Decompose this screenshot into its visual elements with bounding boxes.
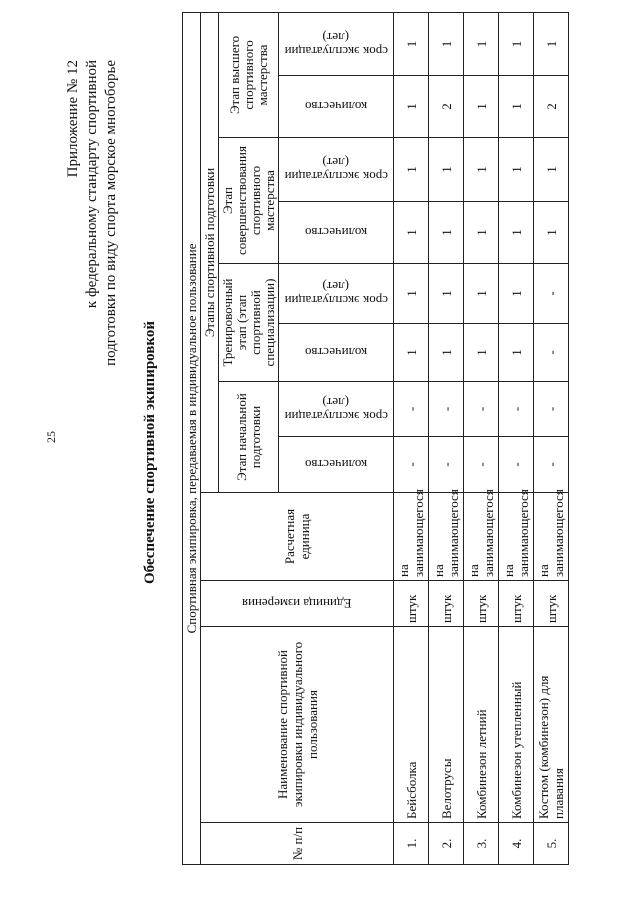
row-value-cell: 1 (429, 138, 464, 202)
sub-qty-label: количество (304, 457, 368, 473)
row-value-cell: 1 (464, 76, 499, 138)
row-value-cell: - (429, 382, 464, 437)
row-value-cell: 1 (464, 12, 499, 75)
appendix-line-2: к федеральному стандарту спортивной (84, 60, 100, 309)
row-name-cell: Бейсболка (394, 627, 429, 823)
stage-header-1: Этап начальной подготовки (219, 382, 279, 493)
sub-term-3 (279, 138, 394, 202)
row-num-cell: 4. (499, 823, 534, 865)
row-value-cell: 1 (499, 264, 534, 324)
row-value-cell: 1 (394, 138, 429, 202)
row-value-cell: 1 (534, 202, 569, 264)
row-value-cell: - (464, 382, 499, 437)
col-unit-label: Единица измерения (242, 596, 352, 612)
row-value-cell: 1 (464, 324, 499, 382)
row-unit-cell: штук (534, 581, 569, 627)
sub-term-label: срок эксплуатации (лет) (284, 29, 388, 59)
row-value-cell: 1 (534, 12, 569, 75)
row-unit-cell: штук (464, 581, 499, 627)
row-value-cell: - (499, 437, 534, 493)
row-calc-cell: на занимающегося (394, 493, 429, 581)
row-value-cell: - (534, 382, 569, 437)
row-unit-cell: штук (499, 581, 534, 627)
table-row (534, 12, 569, 864)
row-name-cell: Комбинезон летний (464, 627, 499, 823)
row-value-cell: 1 (429, 202, 464, 264)
sub-qty-label: количество (304, 99, 368, 115)
page-number: 25 (44, 431, 58, 443)
sub-qty-2 (279, 324, 394, 382)
stages-header: Этапы спортивной подготовки (201, 12, 219, 492)
row-name-cell: Велотрусы (429, 627, 464, 823)
stage-header-4: Этап высшего спортивного мастерства (219, 12, 279, 137)
table-row (429, 12, 464, 864)
row-value-cell: 1 (394, 264, 429, 324)
col-num-header: № п/п (201, 823, 394, 865)
row-num-cell: 5. (534, 823, 569, 865)
row-value-cell: - (534, 264, 569, 324)
row-calc-cell: на занимающегося (464, 493, 499, 581)
row-value-cell: 1 (394, 202, 429, 264)
row-value-cell: - (464, 437, 499, 493)
row-value-cell: - (394, 382, 429, 437)
row-value-cell: 1 (499, 76, 534, 138)
stage-header-2: Тренировочный этап (этап спортивной специализации) (219, 264, 279, 382)
row-value-cell: - (429, 437, 464, 493)
row-num-cell: 1. (394, 823, 429, 865)
row-name-cell: Костюм (комбинезон) для плавания (534, 627, 569, 823)
sub-qty-label: количество (304, 345, 368, 361)
sub-term-label: срок эксплуатации (лет) (284, 395, 388, 424)
row-num-cell: 3. (464, 823, 499, 865)
row-value-cell: 1 (499, 202, 534, 264)
row-value-cell: 1 (429, 264, 464, 324)
row-value-cell: 1 (464, 264, 499, 324)
sub-qty-label: количество (304, 225, 368, 241)
document-title: Обеспечение спортивной экипировкой (142, 321, 158, 585)
row-value-cell: 1 (464, 202, 499, 264)
col-unit-header (201, 581, 394, 627)
sub-term-4 (279, 12, 394, 75)
row-calc-cell: на занимающегося (499, 493, 534, 581)
row-value-cell: 2 (429, 76, 464, 138)
table-body (394, 12, 569, 864)
appendix-line-3: подготовки по виду спорта морское многоборье (103, 60, 119, 366)
col-calc-header: Расчетная единица (201, 493, 394, 581)
appendix-line-1: Приложение № 12 (65, 60, 81, 178)
sub-term-label: срок эксплуатации (лет) (284, 279, 388, 309)
sub-qty-4 (279, 76, 394, 138)
row-value-cell: 1 (429, 324, 464, 382)
row-calc-cell: на занимающегося (429, 493, 464, 581)
sub-term-1 (279, 382, 394, 437)
row-value-cell: - (394, 437, 429, 493)
row-value-cell: - (534, 437, 569, 493)
table-row (394, 12, 429, 864)
row-num-cell: 2. (429, 823, 464, 865)
stage-header-3: Этап совершенствования спортивного мастерства (219, 138, 279, 264)
sub-term-2 (279, 264, 394, 324)
equipment-table (182, 12, 569, 865)
sub-term-label: срок эксплуатации (лет) (284, 155, 388, 185)
col-name-header: Наименование спортивной экипировки индивидуального пользования (201, 627, 394, 823)
row-value-cell: 1 (394, 324, 429, 382)
row-calc-cell: на занимающегося (534, 493, 569, 581)
table-row (464, 12, 499, 864)
appendix-header (64, 60, 121, 480)
row-value-cell: 2 (534, 76, 569, 138)
row-value-cell: 1 (464, 138, 499, 202)
row-value-cell: 1 (534, 138, 569, 202)
table-row (499, 12, 534, 864)
row-unit-cell: штук (394, 581, 429, 627)
group-header: Спортивная экипировка, передаваемая в индивидуальное пользование (183, 12, 201, 864)
row-value-cell: 1 (394, 12, 429, 75)
row-unit-cell: штук (429, 581, 464, 627)
row-name-cell: Комбинезон утепленный (499, 627, 534, 823)
sub-qty-3 (279, 202, 394, 264)
row-value-cell: 1 (499, 324, 534, 382)
row-value-cell: - (534, 324, 569, 382)
row-value-cell: 1 (394, 76, 429, 138)
row-value-cell: 1 (499, 138, 534, 202)
sub-qty-1 (279, 437, 394, 493)
row-value-cell: 1 (499, 12, 534, 75)
row-value-cell: - (499, 382, 534, 437)
row-value-cell: 1 (429, 12, 464, 75)
